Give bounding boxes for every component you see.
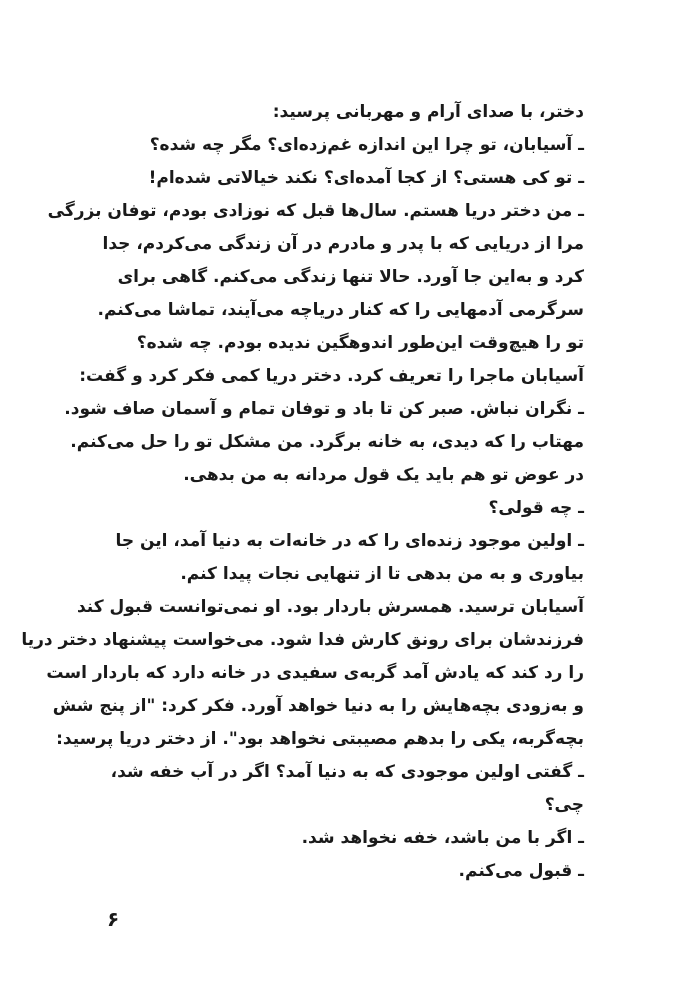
text-line-16: آسیابان ترسید. همسرش باردار بود. او نمی‌توانست قبول کند bbox=[76, 597, 584, 617]
text-line-21: ـ گفتی اولین موجودی که به دنیا آمد؟ اگر در آب خفه شد، bbox=[110, 762, 584, 782]
text-line-2: ـ آسیابان، تو چرا این اندازه غم‌زده‌ای؟ مگر چه شده؟ bbox=[149, 135, 584, 155]
text-line-18: را رد کند که یادش آمد گربه‌ی سفیدی در خانه دارد که باردار است bbox=[46, 663, 584, 683]
text-line-3: ـ تو کی هستی؟ از کجا آمده‌ای؟ نکند خیالاتی شده‌ام! bbox=[148, 168, 584, 188]
text-line-15: بیاوری و به من بدهی تا از تنهایی نجات پیدا کنم. bbox=[180, 564, 584, 584]
text-line-20: بچه‌گربه، یکی را بدهم مصیبتی نخواهد بود". از دختر دریا پرسید: bbox=[56, 729, 584, 749]
page-number: ۶ bbox=[107, 907, 120, 931]
text-line-23: ـ اگر با من باشد، خفه نخواهد شد. bbox=[301, 828, 584, 848]
text-line-11: مهتاب را که دیدی، به خانه برگرد. من مشکل تو را حل می‌کنم. bbox=[70, 432, 584, 452]
text-line-19: و به‌زودی بچه‌هایش را به دنیا خواهد آورد. فکر کرد: "از پنج شش bbox=[52, 696, 584, 716]
text-line-14: ـ اولین موجود زنده‌ای را که در خانه‌ات به دنیا آمد، این جا bbox=[115, 531, 584, 551]
story-text bbox=[21, 96, 584, 888]
text-line-12: در عوض تو هم باید یک قول مردانه به من بدهی. bbox=[183, 465, 584, 485]
text-line-8: تو را هیچ‌وقت این‌طور اندوهگین ندیده بودم. چه شده؟ bbox=[136, 333, 584, 353]
text-line-24: ـ قبول می‌کنم. bbox=[458, 861, 584, 881]
text-line-17: فرزندشان برای رونق کارش فدا شود. می‌خواست پیشنهاد دختر دریا bbox=[21, 630, 584, 650]
text-line-5: مرا از دریایی که با پدر و مادرم در آن زندگی می‌کردم، جدا bbox=[102, 234, 584, 254]
text-line-9: آسیابان ماجرا را تعریف کرد. دختر دریا کمی فکر کرد و گفت: bbox=[79, 366, 584, 386]
text-line-7: سرگرمی آدمهایی را که کنار دریاچه می‌آیند، تماشا می‌کنم. bbox=[97, 300, 584, 320]
text-line-1: دختر، با صدای آرام و مهربانی پرسید: bbox=[272, 102, 584, 122]
text-line-10: ـ نگران نباش. صبر کن تا باد و توفان تمام و آسمان صاف شود. bbox=[64, 399, 584, 419]
text-line-6: کرد و به‌این جا آورد. حالا تنها زندگی می‌کنم. گاهی برای bbox=[117, 267, 584, 287]
text-line-22: چی؟ bbox=[544, 795, 584, 815]
text-line-13: ـ چه قولی؟ bbox=[488, 498, 584, 518]
text-line-4: ـ من دختر دریا هستم. سال‌ها قبل که نوزادی بودم، توفان بزرگی bbox=[47, 201, 584, 221]
